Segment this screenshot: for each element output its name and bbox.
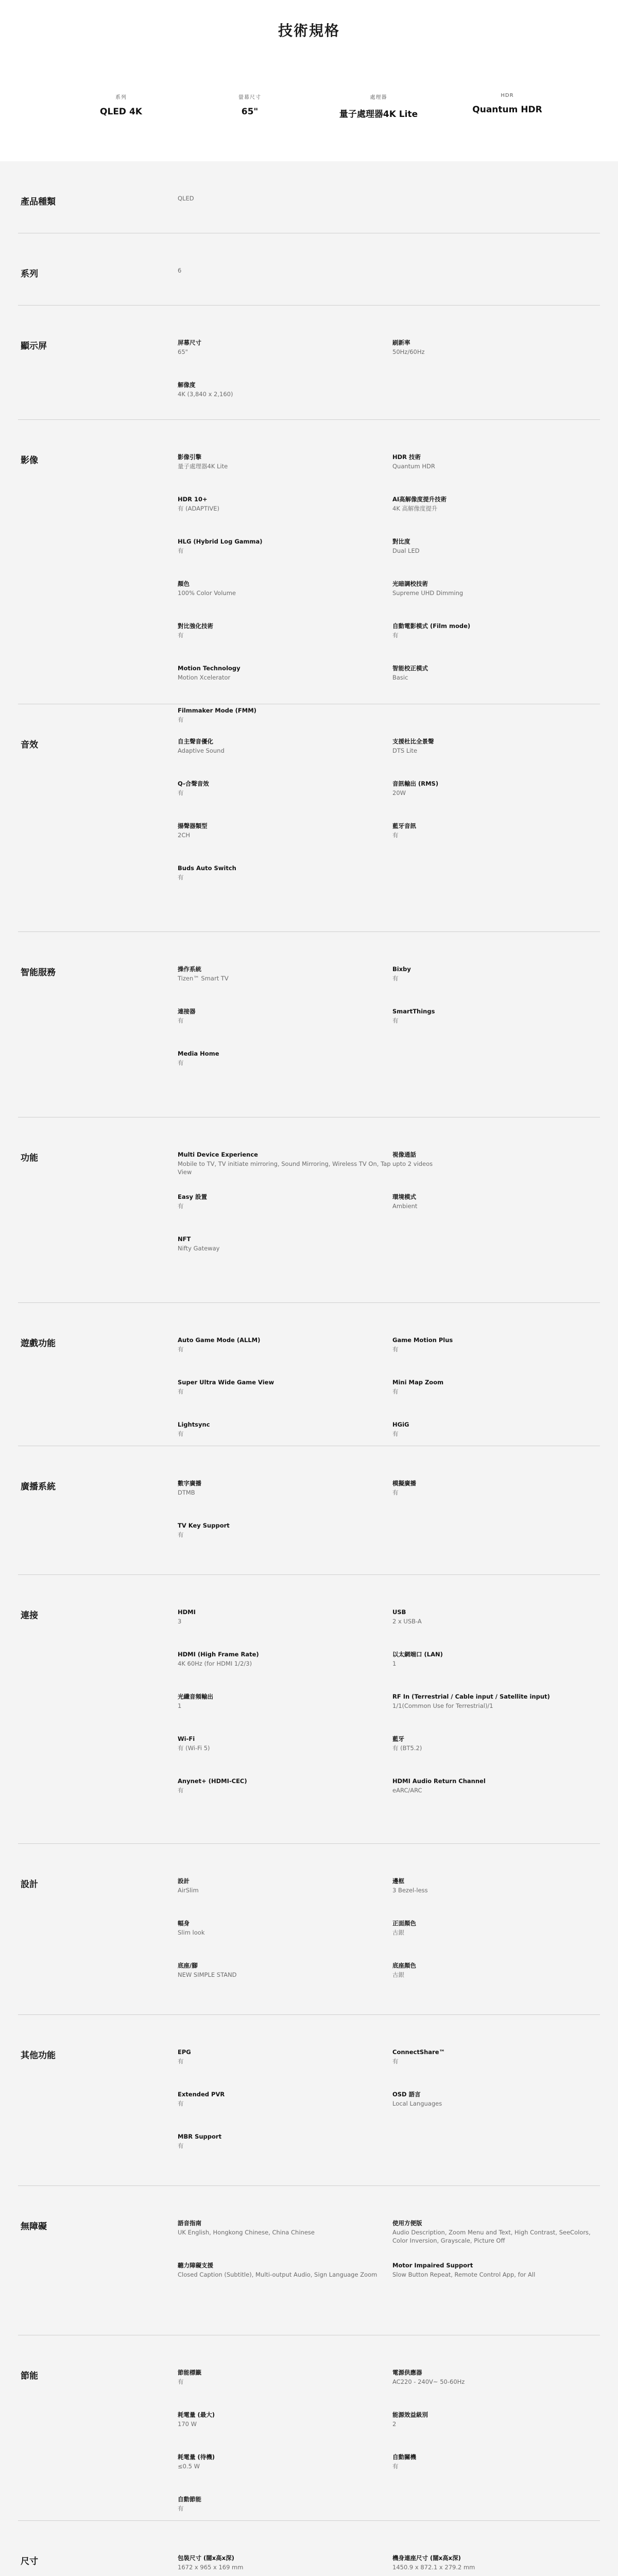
spec-item: [178, 537, 392, 580]
spec-section: [18, 2521, 600, 2576]
section-title: 智能服務: [21, 968, 56, 978]
spec-item: [392, 453, 600, 495]
spec-name: Buds Auto Switch: [178, 865, 236, 872]
highlight-item: [443, 93, 572, 120]
highlight-value: 量子處理器4K Lite: [339, 109, 418, 120]
spec-value: 1: [178, 1702, 182, 1709]
section-title: 節能: [21, 2371, 38, 2381]
spec-item: [178, 2554, 392, 2576]
spec-name: RF In (Terrestrial / Cable input / Satellite input): [392, 1693, 550, 1700]
section-specs: [178, 704, 600, 931]
spec-name: 操作系統: [178, 965, 201, 973]
spec-name: HDMI (High Frame Rate): [178, 1651, 259, 1658]
spec-value: 古銀: [392, 1929, 404, 1936]
spec-name: HLG (Hybrid Log Gamma): [178, 538, 263, 545]
spec-name: 模擬廣播: [392, 1480, 416, 1487]
section-title: 遊戲功能: [21, 1338, 56, 1349]
spec-value: DTMB: [178, 1489, 195, 1496]
spec-item: [392, 1735, 600, 1777]
spec-name: 設計: [178, 1877, 190, 1885]
spec-item: [178, 580, 392, 622]
spec-item: [178, 1150, 392, 1193]
spec-value: 2: [392, 2420, 397, 2428]
spec-name: AI高解像度提升技術: [392, 496, 447, 503]
spec-name: NFT: [178, 1235, 191, 1243]
spec-value: 有: [178, 1388, 184, 1395]
spec-item: [392, 1150, 600, 1193]
spec-value: 有: [178, 1059, 184, 1066]
spec-name: 聽力障礙支援: [178, 2262, 213, 2269]
spec-value: 有: [392, 1388, 399, 1395]
spec-item: [392, 2090, 600, 2132]
spec-value: AirSlim: [178, 1887, 199, 1894]
spec-value: 3: [178, 1618, 182, 1625]
spec-value: 有 (BT5.2): [392, 1744, 422, 1752]
spec-value: 量子處理器4K Lite: [178, 463, 228, 470]
spec-value: Quantum HDR: [392, 463, 435, 470]
section-title: 無障礙: [21, 2222, 47, 2232]
spec-item: [392, 737, 600, 779]
spec-item: [178, 1777, 392, 1819]
spec-item: [392, 779, 600, 822]
spec-name: HDR 10+: [178, 496, 208, 503]
spec-name: Motion Technology: [178, 665, 241, 672]
spec-name: 包裝尺寸 (闊x高x深): [178, 2554, 234, 2562]
spec-value: Closed Caption (Subtitle), Multi-output Audio, Sign Language Zoom: [178, 2271, 377, 2278]
spec-name: 光纖音頻輸出: [178, 1693, 213, 1700]
spec-name: 刷新率: [392, 339, 410, 346]
section-title: 尺寸: [21, 2556, 38, 2567]
spec-item: [178, 965, 392, 1007]
spec-name: USB: [392, 1608, 406, 1616]
section-specs: [178, 2015, 600, 2185]
spec-item: [392, 664, 600, 706]
spec-name: Auto Game Mode (ALLM): [178, 1336, 261, 1344]
spec-value: 有: [392, 2058, 399, 2065]
spec-value: 有: [178, 2058, 184, 2065]
spec-item: [392, 1007, 600, 1049]
spec-value: 有: [178, 2142, 184, 2149]
spec-item: [392, 580, 600, 622]
spec-value: 20W: [392, 789, 406, 796]
spec-name: 顏色: [178, 580, 190, 587]
spec-item: [178, 338, 392, 381]
section-title: 功能: [21, 1153, 38, 1163]
spec-name: 自動電影模式 (Film mode): [392, 622, 471, 630]
spec-item: [178, 2090, 392, 2132]
spec-name: 使用方便版: [392, 2219, 422, 2227]
spec-value: 6: [178, 267, 182, 274]
spec-name: Anynet+ (HDMI-CEC): [178, 1777, 247, 1785]
spec-item: [178, 1735, 392, 1777]
spec-section: [18, 2015, 600, 2186]
spec-name: 對比度: [392, 538, 410, 545]
spec-item: [392, 2554, 600, 2576]
spec-item: [392, 2411, 600, 2453]
spec-name: Multi Device Experience: [178, 1151, 258, 1158]
spec-item: [392, 2368, 600, 2411]
section-specs: [178, 2335, 600, 2520]
section-specs: [178, 932, 600, 1117]
spec-value: Audio Description, Zoom Menu and Text, High Contrast, SeeColors, Color Inversion, Grayscale, Picture Off: [392, 2229, 591, 2244]
spec-name: 音訊輸出 (RMS): [392, 780, 439, 787]
spec-name: Bixby: [392, 965, 411, 973]
section-specs: [178, 1446, 600, 1574]
spec-value: 2 x USB-A: [392, 1618, 422, 1625]
spec-value: 有: [178, 2100, 184, 2107]
spec-name: HDR 技術: [392, 453, 421, 461]
spec-value: 有: [178, 874, 184, 881]
highlight-value: 65": [241, 107, 259, 117]
spec-section: [18, 2186, 600, 2335]
spec-value: Tizen™ Smart TV: [178, 975, 229, 982]
spec-value: AC220 - 240V~ 50-60Hz: [392, 2378, 465, 2385]
spec-item: [392, 622, 600, 664]
spec-name: Q-合聲音效: [178, 780, 209, 787]
spec-name: 光暗調校技術: [392, 580, 428, 587]
spec-name: Mini Map Zoom: [392, 1379, 444, 1386]
highlight-value: QLED 4K: [100, 107, 142, 117]
spec-section: [18, 704, 600, 932]
spec-name: EPG: [178, 2048, 191, 2056]
highlight-value: Quantum HDR: [472, 105, 542, 115]
spec-item: [392, 2219, 600, 2261]
section-title: 廣播系統: [21, 1482, 56, 1492]
header: [0, 0, 618, 161]
spec-value: 有: [392, 632, 399, 639]
spec-value: 有: [178, 1787, 184, 1794]
spec-section: [18, 1844, 600, 2015]
spec-value: Ambient: [392, 1202, 418, 1210]
spec-name: SmartThings: [392, 1008, 435, 1015]
spec-value: DTS Lite: [392, 747, 418, 754]
spec-value: 100% Color Volume: [178, 589, 236, 597]
highlight-label: 系列: [115, 95, 127, 100]
spec-section: [18, 420, 600, 723]
spec-name: 視像通話: [392, 1151, 416, 1158]
spec-name: 數字廣播: [178, 1480, 201, 1487]
spec-name: 智能校正模式: [392, 665, 428, 672]
spec-item: [392, 2261, 600, 2303]
spec-item: [178, 779, 392, 822]
spec-item: [178, 495, 392, 537]
spec-item: [178, 453, 392, 495]
spec-value: 1: [392, 1660, 397, 1667]
spec-item: [178, 381, 392, 423]
spec-value: ≤0.5 W: [178, 2463, 200, 2470]
spec-item: [178, 1521, 392, 1564]
section-title: 產品種類: [21, 197, 56, 207]
section-specs: [178, 1303, 600, 1446]
spec-name: Filmmaker Mode (FMM): [178, 707, 256, 714]
spec-section: [18, 1117, 600, 1303]
section-specs: [178, 1575, 600, 1843]
spec-name: MBR Support: [178, 2133, 222, 2140]
spec-value: 有: [392, 2463, 399, 2470]
spec-name: 藍牙音訊: [392, 822, 416, 829]
spec-sections: [0, 161, 618, 2576]
spec-item: [178, 664, 392, 706]
section-specs: [178, 1117, 600, 1302]
spec-value: upto 2 videos: [392, 1160, 433, 1167]
section-specs: [178, 1844, 600, 2014]
spec-item: [178, 1336, 392, 1378]
spec-name: 語音指南: [178, 2219, 201, 2227]
spec-value: 50Hz/60Hz: [392, 348, 425, 355]
spec-section: [18, 2335, 600, 2521]
spec-value: 有: [178, 547, 184, 554]
spec-name: 自動節能: [178, 2496, 201, 2503]
spec-name: 自主聲音優化: [178, 738, 213, 745]
section-title: 音效: [21, 740, 38, 750]
spec-value: 有: [178, 2378, 184, 2385]
spec-name: 正面顏色: [392, 1920, 416, 1927]
spec-name: OSD 語言: [392, 2091, 421, 2098]
spec-value: Supreme UHD Dimming: [392, 589, 464, 597]
spec-name: 底座顏色: [392, 1962, 416, 1969]
spec-name: 揚聲器類型: [178, 822, 208, 829]
spec-item: [392, 1919, 600, 1961]
spec-name: 邊框: [392, 1877, 404, 1885]
spec-value: 有: [392, 975, 399, 982]
spec-name: 耗電量 (待機): [178, 2453, 215, 2461]
spec-name: 影像引擎: [178, 453, 201, 461]
spec-value: 有: [178, 1202, 184, 1210]
spec-value: 有: [392, 1017, 399, 1024]
spec-item: [392, 822, 600, 864]
spec-item: [392, 2453, 600, 2495]
spec-value: 有: [392, 1346, 399, 1353]
spec-item: [392, 1336, 600, 1378]
section-specs: [178, 2186, 600, 2335]
spec-item: [392, 1193, 600, 1235]
spec-name: Extended PVR: [178, 2091, 225, 2098]
spec-name: 對比強化技術: [178, 622, 213, 630]
spec-name: Game Motion Plus: [392, 1336, 453, 1344]
spec-item: [392, 1961, 600, 2004]
spec-name: 耗電量 (最大): [178, 2411, 215, 2418]
spec-name: 電源供應器: [392, 2369, 422, 2376]
spec-name: 能源效益級別: [392, 2411, 428, 2418]
spec-name: 連接器: [178, 1008, 196, 1015]
section-title: 顯示屏: [21, 341, 47, 351]
section-title: 系列: [21, 269, 38, 279]
spec-item: [392, 338, 600, 381]
spec-value: UK English, Hongkong Chinese, China Chinese: [178, 2229, 315, 2236]
spec-item: [178, 1049, 392, 1092]
spec-name: 支援杜比全景聲: [392, 738, 434, 745]
spec-item: [178, 622, 392, 664]
section-specs: [178, 306, 600, 419]
section-title: 設計: [21, 1879, 38, 1890]
section-title: 其他功能: [21, 2050, 56, 2061]
spec-item: [178, 2132, 392, 2175]
spec-item: [392, 537, 600, 580]
spec-value: 4K 高解像度提升: [392, 505, 438, 512]
spec-value: 有: [178, 632, 184, 639]
spec-value: 有: [178, 789, 184, 796]
spec-value: Motion Xcelerator: [178, 674, 231, 681]
highlights-row: [0, 93, 618, 120]
spec-value: 1672 x 965 x 169 mm: [178, 2564, 244, 2571]
spec-value: 有: [178, 2505, 184, 2512]
spec-name: HDMI: [178, 1608, 196, 1616]
spec-value: Mobile to TV, TV initiate mirroring, Sound Mirroring, Wireless TV On, Tap View: [178, 1160, 391, 1176]
highlight-item: [185, 93, 314, 120]
spec-item: [392, 1479, 600, 1521]
spec-section: [18, 1446, 600, 1575]
spec-section: [18, 1575, 600, 1844]
spec-item: [392, 965, 600, 1007]
spec-item: [392, 1877, 600, 1919]
spec-name: Wi-Fi: [178, 1735, 195, 1742]
spec-item: [178, 2453, 392, 2495]
spec-name: 解像度: [178, 381, 196, 388]
spec-value: 有: [392, 1430, 399, 1437]
spec-item: [178, 1650, 392, 1692]
spec-name: Media Home: [178, 1050, 219, 1057]
spec-item: [178, 864, 392, 906]
spec-value: 1/1(Common Use for Terrestrial)/1: [392, 1702, 493, 1709]
section-title: 連接: [21, 1611, 38, 1621]
highlight-label: 處理器: [370, 95, 387, 100]
spec-item: [392, 1650, 600, 1692]
highlight-item: [57, 93, 185, 120]
spec-value: NEW SIMPLE STAND: [178, 1971, 237, 1978]
spec-item: [392, 2048, 600, 2090]
spec-name: TV Key Support: [178, 1522, 230, 1529]
spec-item: [178, 737, 392, 779]
spec-value: Slim look: [178, 1929, 205, 1936]
spec-item: [178, 1378, 392, 1420]
spec-value: 2CH: [178, 832, 190, 839]
spec-name: 機身連座尺寸 (闊x高x深): [392, 2554, 461, 2562]
spec-item: [178, 822, 392, 864]
spec-value: 4K 60Hz (for HDMI 1/2/3): [178, 1660, 252, 1667]
spec-item: [392, 1777, 600, 1819]
spec-value: 有 (Wi-Fi 5): [178, 1744, 210, 1752]
spec-item: [392, 495, 600, 537]
spec-name: 屏幕尺寸: [178, 339, 201, 346]
spec-item: [178, 1235, 392, 1277]
section-specs: [178, 161, 600, 233]
spec-value: Adaptive Sound: [178, 747, 225, 754]
spec-item: [178, 2219, 392, 2261]
spec-item: [178, 2368, 392, 2411]
spec-value: Slow Button Repeat, Remote Control App, for All: [392, 2271, 536, 2278]
spec-section: [18, 161, 600, 233]
section-specs: [178, 2521, 600, 2576]
highlight-label: HDR: [501, 93, 514, 98]
spec-name: 藍牙: [392, 1735, 404, 1742]
spec-item: [392, 1378, 600, 1420]
spec-section: [18, 1303, 600, 1446]
page-title: 技術規格: [278, 22, 340, 39]
section-title: 影像: [21, 455, 38, 466]
spec-value: 有: [392, 832, 399, 839]
spec-item: [392, 1692, 600, 1735]
spec-value: 有: [178, 716, 184, 723]
spec-item: [178, 1961, 392, 2004]
spec-name: 自動關機: [392, 2453, 416, 2461]
spec-item: [178, 1007, 392, 1049]
spec-value: 有: [178, 1017, 184, 1024]
spec-name: Easy 設置: [178, 1193, 207, 1200]
spec-value: 有: [178, 1430, 184, 1437]
spec-value: 1450.9 x 872.1 x 279.2 mm: [392, 2564, 475, 2571]
spec-value: 4K (3,840 x 2,160): [178, 391, 233, 398]
spec-value: Basic: [392, 674, 408, 681]
spec-value: 有: [178, 1531, 184, 1538]
spec-item: [178, 1919, 392, 1961]
spec-value: 65": [178, 348, 188, 355]
spec-item: [178, 2411, 392, 2453]
spec-value: 170 W: [178, 2420, 197, 2428]
spec-value: Dual LED: [392, 547, 420, 554]
spec-name: 幅身: [178, 1920, 190, 1927]
spec-name: 節能標籤: [178, 2369, 201, 2376]
spec-value: 有 (ADAPTIVE): [178, 505, 219, 512]
spec-item: [178, 2261, 392, 2303]
section-specs: [178, 420, 600, 723]
spec-name: ConnectShare™: [392, 2048, 445, 2056]
spec-value: Local Languages: [392, 2100, 442, 2107]
spec-item: [392, 1608, 600, 1650]
spec-value: QLED: [178, 195, 194, 202]
section-specs: [178, 233, 600, 305]
spec-item: [178, 266, 392, 309]
spec-item: [178, 2048, 392, 2090]
spec-item: [178, 194, 392, 236]
spec-section: [18, 932, 600, 1117]
spec-name: HDMI Audio Return Channel: [392, 1777, 486, 1785]
spec-name: Lightsync: [178, 1421, 210, 1428]
spec-name: HGiG: [392, 1421, 409, 1428]
spec-value: 有: [392, 1489, 399, 1496]
spec-item: [178, 1608, 392, 1650]
spec-item: [178, 1877, 392, 1919]
spec-value: 有: [178, 1346, 184, 1353]
spec-value: eARC/ARC: [392, 1787, 422, 1794]
spec-section: [18, 233, 600, 306]
highlight-item: [314, 93, 443, 120]
spec-name: 底座/腳: [178, 1962, 198, 1969]
spec-value: 古銀: [392, 1971, 404, 1978]
spec-name: 環境模式: [392, 1193, 416, 1200]
spec-name: Super Ultra Wide Game View: [178, 1379, 274, 1386]
spec-section: [18, 306, 600, 420]
spec-item: [178, 1479, 392, 1521]
highlight-label: 螢幕尺寸: [238, 95, 261, 100]
spec-value: Nifty Gateway: [178, 1245, 220, 1252]
spec-name: 以太網端口 (LAN): [392, 1651, 443, 1658]
spec-value: 3 Bezel-less: [392, 1887, 428, 1894]
spec-name: Motor Impaired Support: [392, 2262, 473, 2269]
spec-item: [178, 1193, 392, 1235]
spec-item: [178, 1692, 392, 1735]
